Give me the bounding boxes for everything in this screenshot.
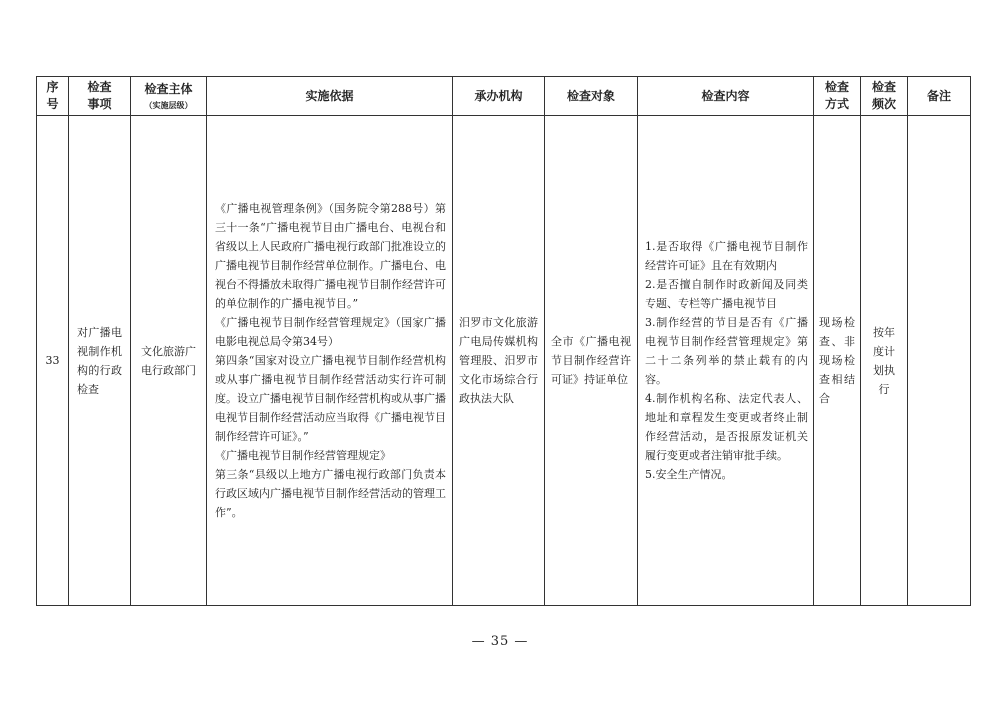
- basis-paragraph: 第三条“县级以上地方广播电视行政部门负责本行政区域内广播电视节目制作经营活动的管理工作”。: [215, 468, 446, 519]
- content-item: 1.是否取得《广播电视节目制作经营许可证》且在有效期内: [645, 240, 808, 272]
- row-seq: 33: [37, 116, 69, 606]
- header-seq: 序号: [37, 77, 69, 116]
- header-target: 检查对象: [545, 77, 638, 116]
- header-subject-note: （实施层级）: [144, 99, 193, 110]
- basis-paragraph: 《广播电视节目制作经营管理规定》: [215, 449, 391, 462]
- header-freq: 检查频次: [861, 77, 908, 116]
- content-item: 3.制作经营的节目是否有《广播电视节目制作经营管理规定》第二十二条列举的禁止载有的内容。: [645, 316, 808, 386]
- basis-paragraph: 《广播电视管理条例》（国务院令第288号）第三十一条“广播电视节目由广播电台、电视台和省级以上人民政府广播电视行政部门批准设立的广播电视节目制作经营单位制作。广播电台、电视台不得播放未取得广播电视节目制作经营许可的单位制作的广播电视节目。”: [215, 202, 446, 310]
- header-subject-title: 检查主体: [144, 81, 193, 96]
- basis-paragraph: 第四条“国家对设立广播电视节目制作经营机构或从事广播电视节目制作经营活动实行许可制度。设立广播电视节目制作经营机构或从事广播电视节目制作经营活动应当取得《广播电视节目制作经营许可证》。”: [215, 354, 446, 443]
- content-item: 4.制作机构名称、法定代表人、地址和章程发生变更或者终止制作经营活动，是否报原发证机关履行变更或者注销审批手续。: [645, 392, 808, 462]
- content-item: 2.是否擅自制作时政新闻及同类专题、专栏等广播电视节目: [645, 278, 808, 310]
- row-basis: [207, 116, 453, 606]
- row-content: [638, 116, 814, 606]
- page-number: — 35 —: [471, 634, 529, 649]
- inspection-table: [36, 76, 971, 606]
- row-method: 现场检查、非现场检查相结合: [814, 116, 861, 606]
- header-subject: [131, 77, 207, 116]
- row-remark: [908, 116, 971, 606]
- row-item: 对广播电视制作机构的行政检查: [69, 116, 131, 606]
- row-org: 汨罗市文化旅游广电局传媒机构管理股、汨罗市文化市场综合行政执法大队: [453, 116, 545, 606]
- content-item: 5.安全生产情况。: [645, 468, 733, 481]
- header-row: [37, 77, 971, 116]
- header-content: 检查内容: [638, 77, 814, 116]
- header-item: 检查事项: [69, 77, 131, 116]
- basis-paragraph: 《广播电视节目制作经营管理规定》（国家广播电影电视总局令第34号）: [215, 316, 446, 348]
- header-org: 承办机构: [453, 77, 545, 116]
- table-row: [37, 116, 971, 606]
- header-basis: 实施依据: [207, 77, 453, 116]
- row-subject: 文化旅游广电行政部门: [131, 116, 207, 606]
- row-target: 全市《广播电视节目制作经营许可证》持证单位: [545, 116, 638, 606]
- row-freq: 按年度计划执行: [861, 116, 908, 606]
- header-method: 检查方式: [814, 77, 861, 116]
- header-remark: 备注: [908, 77, 971, 116]
